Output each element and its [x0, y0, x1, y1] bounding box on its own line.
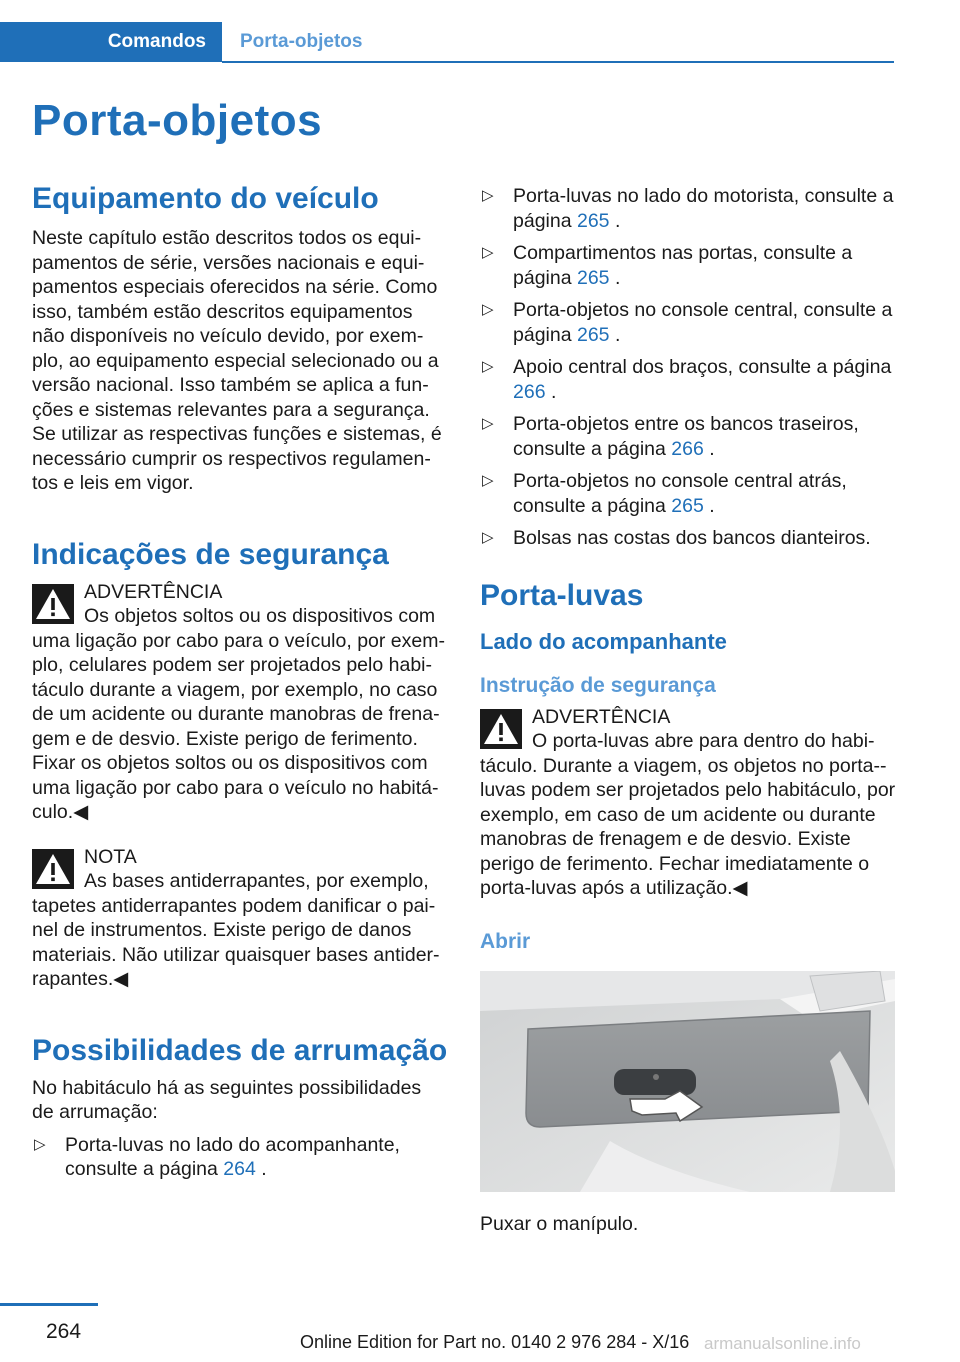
glovebox-photo	[480, 971, 895, 1192]
page-link[interactable]: 266	[513, 380, 546, 403]
bullet-triangle-icon: ▷	[482, 244, 494, 261]
bullet-triangle-icon: ▷	[482, 415, 494, 432]
list-item-text: Porta-objetos no console central atrás, consulte a página	[513, 470, 847, 517]
list-item-tail: .	[609, 266, 621, 289]
list-item-tail: .	[609, 323, 621, 346]
heading-safety-instruction: Instrução de segurança	[480, 673, 716, 697]
heading-glovebox: Porta-luvas	[480, 578, 644, 612]
list-item	[480, 298, 896, 347]
list-item-tail: .	[609, 209, 621, 232]
warning-text: O porta-luvas abre para dentro do habitáculo. Durante a viagem, os objetos no porta-luvas podem ser projetados pelo habitáculo, por exemplo, em caso de um acidente ou durante manobras de frenagem e de desvio. Existe perigo de ferimento. Fechar imediatamente o porta-luvas após a utilização.◀	[480, 730, 896, 899]
heading-safety: Indicações de segurança	[32, 537, 389, 571]
warning-triangle-icon	[480, 709, 522, 749]
warning-block-2	[32, 845, 448, 992]
list-item-tail: .	[255, 1158, 267, 1180]
list-item-tail: .	[703, 437, 715, 460]
equipment-paragraph: Neste capítulo estão descritos todos os equipamentos de série, versões nacionais e equipamentos especiais oferecidos na série. Como isso, também estão descritos equipamentos não disponíveis no veículo devido, por exemplo, ao equipamento especial selecionado ou a versão nacional. Isso também se aplica a funções e sistemas relevantes para a segurança. Se utilizar as respectivas funções e sistemas, é necessário cumprir os respectivos regulamentos e leis em vigor.	[32, 227, 442, 494]
warning-block-3	[480, 705, 896, 901]
footer-rule	[0, 1303, 98, 1306]
list-item	[480, 469, 896, 518]
page-link[interactable]: 266	[671, 437, 704, 460]
watermark: armanualsonline.info	[704, 1334, 861, 1353]
heading-equipment: Equipamento do veículo	[32, 182, 379, 215]
warning-block-1	[32, 580, 448, 825]
left-column	[32, 180, 448, 1190]
page-link[interactable]: 265	[576, 209, 610, 232]
list-item	[32, 1133, 448, 1182]
list-item-text: Apoio central dos braços, consulte a página	[513, 356, 892, 378]
list-item-text: Compartimentos nas portas, consulte a página	[513, 242, 853, 289]
right-column	[480, 184, 896, 1237]
list-item-tail: .	[545, 380, 557, 403]
heading-passenger-side: Lado do acompanhante	[480, 628, 727, 654]
list-item	[480, 355, 896, 404]
bullet-triangle-icon: ▷	[482, 301, 494, 318]
list-item-text: Porta-objetos entre os bancos traseiros, consulte a página	[513, 413, 859, 460]
list-item-tail: .	[703, 494, 715, 517]
list-item	[480, 184, 896, 233]
header-rule	[222, 61, 894, 63]
heading-open: Abrir	[480, 929, 531, 953]
heading-storage: Possibilidades de arrumação	[32, 1033, 448, 1067]
bullet-triangle-icon: ▷	[482, 529, 494, 546]
list-item-text: Bolsas nas costas dos bancos dianteiros.	[513, 527, 871, 549]
page-link[interactable]: 265	[576, 266, 610, 289]
bullet-triangle-icon: ▷	[482, 358, 494, 375]
storage-paragraph: No habitáculo há as seguintes possibilidades de arrumação:	[32, 1076, 422, 1123]
warning-triangle-icon	[32, 849, 74, 889]
page-link[interactable]: 264	[223, 1158, 256, 1180]
page-link[interactable]: 265	[671, 494, 704, 517]
page-number: 264	[46, 1320, 82, 1343]
bullet-triangle-icon: ▷	[482, 472, 494, 489]
note-text: As bases antiderrapantes, por exemplo, tapetes antiderrapantes podem danificar o painel de instrumentos. Existe perigo de danos materiais. Não utilizar quaisquer bases antiderrapantes.◀	[32, 870, 440, 990]
chapter-header	[0, 22, 894, 64]
list-item	[480, 241, 896, 290]
list-item-text: Porta-objetos no console central, consulte a página	[513, 299, 893, 346]
warning-text: Os objetos soltos ou os dispositivos com uma ligação por cabo para o veículo, por exemplo, celulares podem ser projetados pelo habitáculo durante a viagem, por exemplo, no caso de um acidente ou durante manobras de frenagem e de desvio. Existe perigo de ferimento. Fixar os objetos soltos ou os dispositivos com uma ligação por cabo para o veículo no habitáculo.◀	[32, 605, 445, 823]
warning-label: ADVERTÊNCIA	[532, 705, 671, 728]
section-tab[interactable]: Comandos	[0, 22, 222, 62]
figure-caption: Puxar o manípulo.	[480, 1213, 639, 1235]
list-item-text: Porta-luvas no lado do motorista, consulte a página	[513, 185, 894, 232]
page-title: Porta-objetos	[32, 96, 323, 145]
page-link[interactable]: 265	[576, 323, 610, 346]
list-item	[480, 526, 896, 551]
edition-note: Online Edition for Part no. 0140 2 976 284 - X/16	[300, 1332, 690, 1352]
storage-list-left	[32, 1133, 448, 1182]
storage-list-right	[480, 184, 896, 551]
bullet-triangle-icon: ▷	[482, 187, 494, 204]
note-label: NOTA	[84, 845, 137, 868]
warning-triangle-icon	[32, 584, 74, 624]
warning-label: ADVERTÊNCIA	[84, 580, 223, 603]
list-item	[480, 412, 896, 461]
bullet-triangle-icon: ▷	[34, 1135, 46, 1153]
subsection-tab[interactable]: Porta-objetos	[240, 31, 363, 52]
list-item-text: Porta-luvas no lado do acompanhante, consulte a página	[65, 1133, 400, 1180]
